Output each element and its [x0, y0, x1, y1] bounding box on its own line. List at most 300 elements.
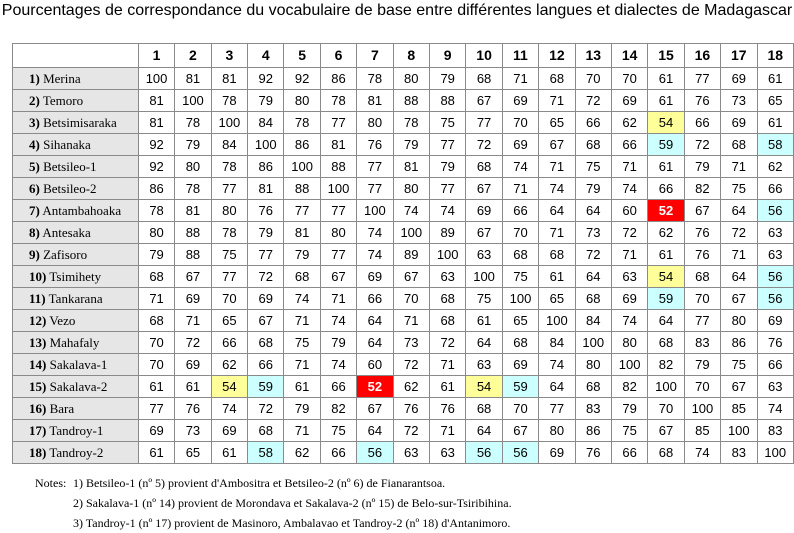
table-cell: 71 — [539, 156, 575, 178]
table-cell: 85 — [721, 398, 757, 420]
table-cell: 100 — [539, 310, 575, 332]
table-cell: 77 — [248, 244, 284, 266]
table-cell: 70 — [611, 68, 647, 90]
table-cell: 70 — [138, 332, 174, 354]
note-line-2 — [35, 493, 512, 513]
table-cell: 81 — [284, 222, 320, 244]
table-cell: 61 — [175, 376, 211, 398]
row-label — [13, 420, 139, 442]
table-cell: 88 — [175, 222, 211, 244]
column-header-6: 6 — [320, 44, 356, 68]
row-number: 6) — [29, 181, 40, 196]
column-header-5: 5 — [284, 44, 320, 68]
table-cell: 67 — [175, 266, 211, 288]
table-cell: 66 — [502, 200, 538, 222]
row-name: Betsileo-2 — [43, 181, 97, 196]
column-header-18: 18 — [757, 44, 794, 68]
table-cell: 70 — [684, 288, 720, 310]
table-cell: 71 — [320, 288, 356, 310]
table-cell: 68 — [721, 134, 757, 156]
row-label — [13, 288, 139, 310]
table-cell: 69 — [138, 420, 174, 442]
table-cell: 83 — [757, 420, 794, 442]
table-cell: 71 — [539, 90, 575, 112]
row-name: Betsileo-1 — [43, 159, 97, 174]
table-cell: 72 — [575, 90, 611, 112]
table-cell: 74 — [757, 398, 794, 420]
table-cell: 82 — [320, 398, 356, 420]
table-cell: 78 — [357, 68, 393, 90]
table-cell: 68 — [429, 310, 465, 332]
row-name: Betsimisaraka — [43, 115, 117, 130]
table-cell: 64 — [466, 332, 502, 354]
table-cell: 65 — [502, 310, 538, 332]
table-cell: 73 — [575, 222, 611, 244]
table-cell: 72 — [248, 398, 284, 420]
table-row — [13, 134, 794, 156]
table-cell: 75 — [721, 178, 757, 200]
column-header-11: 11 — [502, 44, 538, 68]
table-cell: 74 — [357, 222, 393, 244]
table-cell: 78 — [175, 112, 211, 134]
table-cell: 68 — [429, 288, 465, 310]
table-cell: 72 — [248, 266, 284, 288]
table-cell: 81 — [357, 90, 393, 112]
table-cell: 78 — [175, 178, 211, 200]
table-cell: 77 — [357, 156, 393, 178]
table-cell: 86 — [575, 420, 611, 442]
table-cell: 100 — [175, 90, 211, 112]
table-cell: 68 — [502, 332, 538, 354]
table-cell: 61 — [138, 442, 174, 464]
table-cell: 80 — [393, 178, 429, 200]
row-name: Merina — [43, 71, 81, 86]
table-cell: 83 — [721, 442, 757, 464]
note-line-3 — [35, 513, 512, 533]
table-cell: 84 — [211, 134, 247, 156]
note-text-1: 1) Betsileo-1 (nº 5) provient d'Ambositra et Betsileo-2 (nº 6) de Fianarantsoa. — [73, 476, 446, 490]
table-cell: 74 — [429, 200, 465, 222]
table-cell: 77 — [211, 266, 247, 288]
column-header-1: 1 — [138, 44, 174, 68]
table-cell: 77 — [138, 398, 174, 420]
row-number: 2) — [29, 93, 40, 108]
table-cell: 81 — [138, 112, 174, 134]
table-cell: 74 — [611, 178, 647, 200]
row-label — [13, 354, 139, 376]
table-cell: 63 — [757, 244, 794, 266]
table-cell: 71 — [284, 420, 320, 442]
table-cell: 77 — [320, 112, 356, 134]
table-cell: 69 — [502, 90, 538, 112]
table-cell: 69 — [357, 266, 393, 288]
table-cell: 80 — [320, 222, 356, 244]
table-cell: 63 — [393, 442, 429, 464]
row-label — [13, 112, 139, 134]
table-cell: 69 — [611, 288, 647, 310]
row-label — [13, 376, 139, 398]
table-cell: 64 — [721, 200, 757, 222]
table-cell: 100 — [357, 200, 393, 222]
table-cell: 100 — [611, 354, 647, 376]
table-cell: 68 — [539, 244, 575, 266]
table-cell: 79 — [429, 156, 465, 178]
table-cell: 74 — [684, 442, 720, 464]
table-cell: 70 — [211, 288, 247, 310]
table-cell: 74 — [320, 310, 356, 332]
table-cell: 86 — [320, 68, 356, 90]
table-cell: 75 — [502, 266, 538, 288]
table-cell: 71 — [138, 288, 174, 310]
table-cell: 59 — [502, 376, 538, 398]
row-name: Tandroy-1 — [49, 423, 104, 438]
table-cell: 68 — [648, 442, 684, 464]
table-cell: 68 — [502, 244, 538, 266]
table-cell: 66 — [320, 442, 356, 464]
table-cell: 68 — [684, 266, 720, 288]
table-cell: 79 — [284, 244, 320, 266]
table-cell: 78 — [284, 112, 320, 134]
table-cell: 76 — [248, 200, 284, 222]
row-name: Temoro — [42, 93, 84, 108]
table-cell: 80 — [138, 222, 174, 244]
row-label — [13, 442, 139, 464]
table-cell: 59 — [648, 134, 684, 156]
table-cell: 100 — [211, 112, 247, 134]
table-cell: 64 — [575, 200, 611, 222]
table-cell: 67 — [466, 178, 502, 200]
table-cell: 80 — [575, 354, 611, 376]
table-cell: 70 — [648, 398, 684, 420]
table-cell: 78 — [211, 90, 247, 112]
row-label — [13, 398, 139, 420]
corner-cell — [13, 44, 139, 68]
table-cell: 81 — [175, 68, 211, 90]
table-cell: 72 — [466, 134, 502, 156]
table-cell: 74 — [539, 354, 575, 376]
table-cell: 79 — [175, 134, 211, 156]
column-header-17: 17 — [721, 44, 757, 68]
note-text-2: 2) Sakalava-1 (nº 14) provient de Morondava et Sakalava-2 (nº 15) de Belo-sur-Tsiribihina. — [73, 496, 512, 510]
row-number: 7) — [29, 203, 40, 218]
table-row — [13, 178, 794, 200]
table-cell: 78 — [320, 90, 356, 112]
table-cell: 76 — [684, 90, 720, 112]
table-cell: 77 — [684, 310, 720, 332]
table-cell: 100 — [502, 288, 538, 310]
table-cell: 67 — [466, 222, 502, 244]
table-cell: 72 — [611, 222, 647, 244]
table-cell: 92 — [248, 68, 284, 90]
table-cell: 77 — [466, 112, 502, 134]
table-cell: 62 — [284, 442, 320, 464]
row-name: Bara — [49, 401, 75, 416]
table-cell: 71 — [539, 222, 575, 244]
column-header-8: 8 — [393, 44, 429, 68]
table-cell: 84 — [539, 332, 575, 354]
table-cell: 75 — [211, 244, 247, 266]
table-cell: 68 — [138, 266, 174, 288]
table-cell: 52 — [648, 200, 684, 222]
table-cell: 100 — [248, 134, 284, 156]
table-cell: 71 — [429, 420, 465, 442]
table-row — [13, 354, 794, 376]
table-cell: 79 — [248, 90, 284, 112]
page-title: Pourcentages de correspondance du vocabulaire de base entre différentes langues et dialectes de Madagascar — [1, 2, 793, 19]
table-cell: 71 — [611, 244, 647, 266]
table-cell: 79 — [248, 222, 284, 244]
table-cell: 67 — [721, 376, 757, 398]
table-cell: 61 — [648, 156, 684, 178]
table-cell: 74 — [320, 354, 356, 376]
row-label — [13, 244, 139, 266]
table-cell: 79 — [393, 134, 429, 156]
table-cell: 70 — [138, 354, 174, 376]
table-cell: 100 — [721, 420, 757, 442]
column-header-9: 9 — [429, 44, 465, 68]
table-cell: 70 — [393, 288, 429, 310]
table-row — [13, 68, 794, 90]
table-cell: 66 — [320, 376, 356, 398]
column-header-12: 12 — [539, 44, 575, 68]
table-cell: 59 — [248, 376, 284, 398]
table-cell: 89 — [429, 222, 465, 244]
table-cell: 89 — [393, 244, 429, 266]
table-row — [13, 244, 794, 266]
table-cell: 76 — [684, 244, 720, 266]
table-cell: 73 — [393, 332, 429, 354]
table-cell: 80 — [539, 420, 575, 442]
table-cell: 62 — [611, 112, 647, 134]
row-name: Mahafaly — [49, 335, 100, 350]
table-cell: 54 — [648, 266, 684, 288]
table-cell: 64 — [721, 266, 757, 288]
row-name: Antambahoaka — [42, 203, 122, 218]
table-cell: 78 — [138, 200, 174, 222]
row-name: Zafisoro — [43, 247, 88, 262]
table-row — [13, 376, 794, 398]
table-cell: 68 — [539, 68, 575, 90]
table-cell: 80 — [393, 68, 429, 90]
row-label — [13, 156, 139, 178]
table-cell: 68 — [466, 156, 502, 178]
table-cell: 81 — [138, 90, 174, 112]
note-line-1 — [35, 473, 512, 493]
table-cell: 67 — [248, 310, 284, 332]
table-cell: 63 — [466, 244, 502, 266]
row-label — [13, 178, 139, 200]
row-label — [13, 222, 139, 244]
table-cell: 70 — [684, 376, 720, 398]
column-header-14: 14 — [611, 44, 647, 68]
table-cell: 88 — [175, 244, 211, 266]
table-cell: 81 — [393, 156, 429, 178]
table-cell: 56 — [757, 200, 794, 222]
row-number: 3) — [29, 115, 40, 130]
table-cell: 69 — [175, 288, 211, 310]
table-cell: 92 — [138, 134, 174, 156]
table-row — [13, 112, 794, 134]
table-cell: 77 — [320, 244, 356, 266]
table-cell: 71 — [284, 354, 320, 376]
table-cell: 61 — [138, 376, 174, 398]
table-cell: 92 — [138, 156, 174, 178]
table-cell: 69 — [721, 112, 757, 134]
table-cell: 71 — [721, 156, 757, 178]
column-header-10: 10 — [466, 44, 502, 68]
table-cell: 100 — [575, 332, 611, 354]
table-cell: 67 — [466, 90, 502, 112]
table-cell: 100 — [320, 178, 356, 200]
table-cell: 66 — [757, 178, 794, 200]
table-cell: 66 — [211, 332, 247, 354]
table-cell: 60 — [611, 200, 647, 222]
table-cell: 72 — [175, 332, 211, 354]
table-cell: 66 — [575, 112, 611, 134]
table-row — [13, 332, 794, 354]
table-row — [13, 420, 794, 442]
table-cell: 71 — [175, 310, 211, 332]
table-cell: 75 — [320, 420, 356, 442]
table-cell: 71 — [721, 244, 757, 266]
table-cell: 64 — [357, 332, 393, 354]
table-cell: 69 — [502, 354, 538, 376]
table-cell: 71 — [429, 354, 465, 376]
table-cell: 78 — [211, 222, 247, 244]
table-cell: 79 — [320, 332, 356, 354]
table-cell: 77 — [539, 398, 575, 420]
table-row — [13, 288, 794, 310]
row-number: 1) — [29, 71, 40, 86]
table-cell: 70 — [502, 398, 538, 420]
table-cell: 77 — [284, 200, 320, 222]
table-cell: 79 — [138, 244, 174, 266]
table-cell: 68 — [648, 332, 684, 354]
table-row — [13, 442, 794, 464]
row-name: Tankarana — [48, 291, 103, 306]
row-number: 14) — [29, 357, 47, 372]
table-cell: 86 — [248, 156, 284, 178]
table-cell: 68 — [466, 398, 502, 420]
table-cell: 61 — [648, 68, 684, 90]
table-cell: 72 — [575, 244, 611, 266]
table-cell: 74 — [284, 288, 320, 310]
table-cell: 63 — [429, 266, 465, 288]
table-cell: 74 — [393, 200, 429, 222]
table-cell: 56 — [502, 442, 538, 464]
table-cell: 59 — [648, 288, 684, 310]
table-cell: 80 — [175, 156, 211, 178]
table-cell: 70 — [502, 112, 538, 134]
row-label — [13, 90, 139, 112]
table-cell: 76 — [175, 398, 211, 420]
table-cell: 75 — [466, 288, 502, 310]
table-cell: 76 — [357, 134, 393, 156]
table-cell: 75 — [721, 354, 757, 376]
column-header-15: 15 — [648, 44, 684, 68]
row-name: Antesaka — [42, 225, 91, 240]
table-cell: 69 — [248, 288, 284, 310]
table-cell: 100 — [757, 442, 794, 464]
row-number: 9) — [29, 247, 40, 262]
row-number: 18) — [29, 445, 47, 460]
table-cell: 79 — [611, 398, 647, 420]
table-cell: 73 — [721, 90, 757, 112]
column-header-2: 2 — [175, 44, 211, 68]
row-label — [13, 310, 139, 332]
table-cell: 63 — [757, 376, 794, 398]
table-cell: 70 — [502, 222, 538, 244]
table-cell: 65 — [539, 288, 575, 310]
table-cell: 100 — [393, 222, 429, 244]
table-cell: 66 — [757, 354, 794, 376]
table-row — [13, 310, 794, 332]
table-cell: 80 — [721, 310, 757, 332]
table-cell: 64 — [575, 266, 611, 288]
notes — [35, 473, 512, 533]
table-cell: 56 — [757, 288, 794, 310]
table-cell: 76 — [757, 332, 794, 354]
table-cell: 78 — [393, 112, 429, 134]
table-cell: 65 — [757, 90, 794, 112]
table-cell: 76 — [429, 398, 465, 420]
row-name: Tandroy-2 — [49, 445, 104, 460]
table-cell: 84 — [248, 112, 284, 134]
table-cell: 82 — [684, 178, 720, 200]
table-cell: 63 — [757, 222, 794, 244]
table-cell: 61 — [757, 68, 794, 90]
table-cell: 74 — [502, 156, 538, 178]
table-cell: 75 — [611, 420, 647, 442]
table-cell: 74 — [357, 244, 393, 266]
table-cell: 61 — [211, 442, 247, 464]
row-name: Sakalava-2 — [49, 379, 108, 394]
table-cell: 61 — [284, 376, 320, 398]
table-cell: 85 — [684, 420, 720, 442]
table-cell: 61 — [539, 266, 575, 288]
table-cell: 69 — [211, 420, 247, 442]
row-number: 4) — [29, 137, 40, 152]
table-cell: 82 — [648, 354, 684, 376]
table-cell: 82 — [611, 376, 647, 398]
table-cell: 71 — [502, 178, 538, 200]
row-number: 5) — [29, 159, 40, 174]
table-cell: 64 — [357, 310, 393, 332]
note-text-3: 3) Tandroy-1 (nº 17) provient de Masinoro, Ambalavao et Tandroy-2 (nº 18) d'Antanimoro. — [73, 516, 511, 530]
table-cell: 67 — [393, 266, 429, 288]
table-row — [13, 200, 794, 222]
column-header-16: 16 — [684, 44, 720, 68]
table-cell: 83 — [575, 398, 611, 420]
table-cell: 67 — [502, 420, 538, 442]
table-cell: 64 — [648, 310, 684, 332]
table-cell: 69 — [539, 442, 575, 464]
row-name: Vezo — [49, 313, 76, 328]
table-cell: 62 — [393, 376, 429, 398]
table-cell: 58 — [757, 134, 794, 156]
table-cell: 68 — [248, 420, 284, 442]
table-cell: 75 — [575, 156, 611, 178]
table-cell: 63 — [611, 266, 647, 288]
column-header-row — [13, 44, 794, 68]
table-cell: 58 — [248, 442, 284, 464]
row-name: Sihanaka — [43, 137, 91, 152]
table-cell: 77 — [684, 68, 720, 90]
table-cell: 66 — [248, 354, 284, 376]
row-label — [13, 68, 139, 90]
table-cell: 86 — [284, 134, 320, 156]
table-cell: 81 — [175, 200, 211, 222]
